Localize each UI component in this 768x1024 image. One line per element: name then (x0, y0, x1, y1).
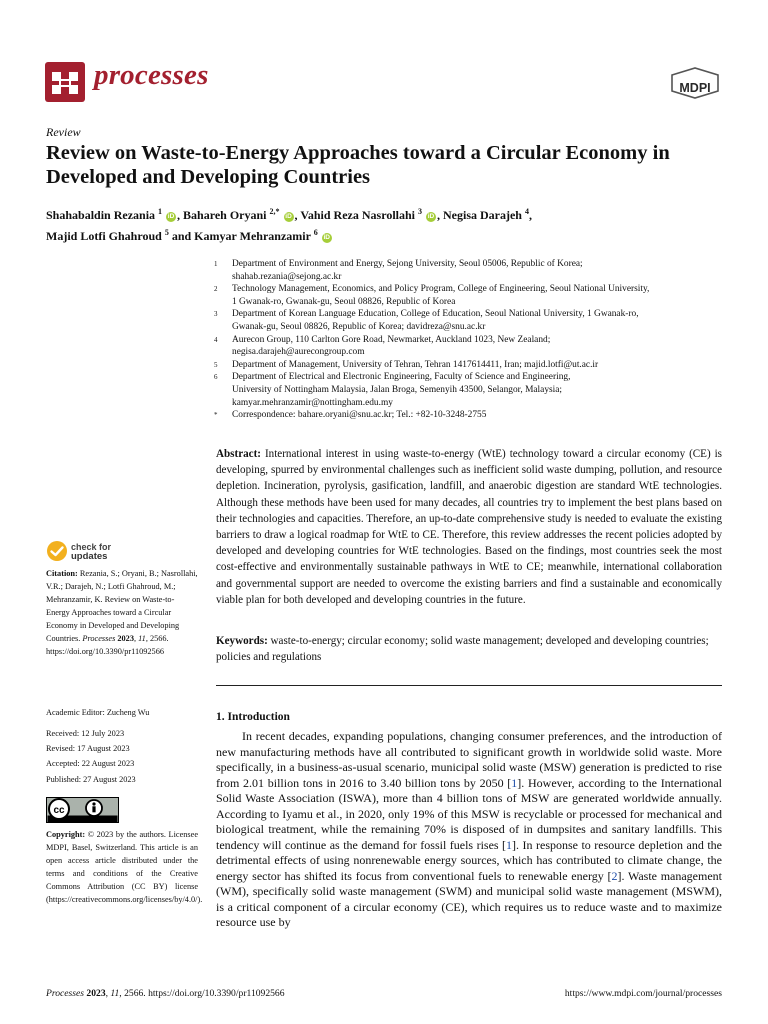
affiliation-text: Department of Management, University of Tehran, Tehran 1417614411, Iran; majid.lotfi@ut.ac.ir (232, 359, 599, 370)
citation-link[interactable]: 2 (611, 868, 618, 883)
citation-year: 2023 (117, 634, 134, 643)
author-connector: and (168, 229, 195, 243)
affiliation-number: * (214, 411, 218, 420)
affiliation-text: Department of Korean Language Education, College of Education, Seoul National University, 1 Gwanak-ro, Gwanak-gu, Seoul 08826, Republic of Korea; davidreza@snu.ac.kr (232, 309, 639, 332)
citation-block: Citation: Rezania, S.; Oryani, B.; Nasrollahi, V.R.; Darajeh, N.; Lotfi Ghahroud, M.; Mehranzamir, K. Review on Waste-to-Energy Approaches toward a Circular Economy in Developed and Developing Countries. Processes 2023, 11, 2566. https://doi.org/10.3390/pr11092566 (46, 569, 198, 656)
section-divider (216, 685, 722, 686)
publisher-logo (668, 67, 722, 99)
affiliation-item (210, 283, 730, 308)
affiliation-item (210, 308, 730, 333)
keywords (216, 633, 722, 665)
footer-doi-link[interactable]: , 2566. https://doi.org/10.3390/pr11092566 (119, 988, 285, 999)
author-name: Vahid Reza Nasrollahi (300, 208, 418, 222)
keywords-text: waste-to-energy; circular economy; solid waste management; developed and developing countries; policies and regulations (216, 635, 709, 664)
citation-label: Citation: (46, 569, 78, 578)
publication-date: Accepted: 22 August 2023 (46, 759, 135, 769)
affiliation-text: Department of Environment and Energy, Sejong University, Seoul 05006, Republic of Korea; shahab.rezania@sejong.ac.kr (232, 259, 583, 282)
author-name: Majid Lotfi Ghahroud (46, 229, 165, 243)
publisher-name: MDPI (679, 81, 711, 95)
orcid-icon[interactable]: iD (167, 213, 175, 220)
check-for-updates-button[interactable] (46, 540, 156, 564)
intro-text-1: In recent decades, expanding populations, changing consumer preferences, and the introduction of new manufacturing methods have all contributed to significant growth in worldwide solid waste. More specifically, in a business-as-usual scenario, municipal solid waste (MSW) generation is predicted to rise from 2.01 billion tons in 2016 to 3.40 billion tons by 2050 [ (216, 729, 722, 790)
author-list: Shahabaldin Rezania $^1$ iD , Bahareh Oryani $^{2,*}$ iD , Vahid Reza Nasrollahi $^3$ iD , Negisa Darajeh $^4$, Majid Lotfi Ghahroud $^5$ and Kamyar Mehranzamir $^6$ iD (46, 207, 532, 243)
affiliation-number: 1 (214, 260, 218, 268)
keywords-label: Keywords: (216, 635, 268, 647)
abstract-text: International interest in using waste-to-energy (WtE) technology toward a circular economy (CE) is developing, spurred by environmental challenges such as inefficient solid waste dumping, pollution, and resource depletion. Incineration, pyrolysis, gasification, landfill, and anaerobic digestion are standard WtE technologies. Although these methods have been used for many decades, all countries try to implement the best plans based on their technologies and capacities. Therefore, an up-to-date comprehensive study is needed to evaluate the existing barriers to draw a logical roadmap for WtE to CE. Therefore, this review addresses the recent policies adopted by developed and developing countries for WtE technologies. Based on the findings, most countries seek the most cost-effective and environmentally sustainable pathways in WtE to CE; meanwhile, international collaboration and governmental support are needed to overcome the existing barriers and find a sustainable and economically viable plan for both developed and developing countries in the future. (216, 448, 722, 606)
journal-name: processes (94, 59, 209, 91)
affiliation-text: Department of Electrical and Electronic Engineering, Faculty of Science and Engineering, University of Nottingham Malaysia, Jalan Broga, Semenyih 43500, Selangor, Malaysia; kamyar.mehranzamir@nottingham.edu.my (232, 372, 571, 408)
publication-date: Revised: 17 August 2023 (46, 744, 130, 754)
check-for-updates-icon (46, 540, 68, 562)
affiliation-item (210, 258, 730, 283)
article-type: Review (46, 125, 81, 139)
footer-journal-url[interactable]: https://www.mdpi.com/journal/processes (564, 988, 722, 999)
updates-label: updates (71, 551, 108, 562)
citation-link[interactable]: 1 (511, 775, 518, 790)
affiliation-item (210, 409, 730, 422)
author-affiliation-marker: 3 (418, 207, 422, 216)
section-heading-introduction: 1. Introduction (216, 711, 290, 723)
check-for-updates-label: check for (71, 542, 112, 552)
article-title: Review on Waste-to-Energy Approaches toward a Circular Economy in Developed and Developing Countries (46, 142, 670, 188)
author-affiliation-marker: 2,* (269, 207, 280, 216)
author-affiliation-marker: 4 (524, 207, 529, 216)
affiliation-text: Aurecon Group, 110 Carlton Gore Road, Newmarket, Auckland 1023, New Zealand; negisa.darajeh@aurecongroup.com (232, 334, 551, 358)
footer-journal: Processes (46, 988, 85, 999)
cc-by-license-badge[interactable] (46, 797, 119, 823)
intro-text-3: ]. In response to resource depletion and the detrimental effects of using nonrenewable energy sources, which has contributed to climate change, the energy sector has shifted its focus from conventional fuels to renewable energy [ (216, 837, 722, 883)
author-affiliation-marker: 6 (313, 228, 318, 237)
footer-citation: Processes 2023, 11, 2566. https://doi.org/10.3390/pr11092566 (46, 988, 285, 999)
intro-text-4: ]. Waste management (WM), specifically solid waste management (SWM) and municipal solid waste management (MSWM), is a critical component of a circular economy (CE), which requires us to reduce waste and to maximize resource use by (216, 868, 723, 929)
affiliation-item (210, 334, 730, 359)
affiliation-number: 5 (214, 360, 218, 369)
author-affiliation-marker: 5 (164, 228, 169, 237)
affiliations (210, 258, 730, 422)
intro-text-2: ]. However, according to the International Solid Waste Association (ISWA), more than 4 billion tons of MSW are generated worldwide annually. According to Iyamu et al., in 2020, only 19% of this MSW is recyclable or processed for mechanical and biological treatment, while the remaining 70% is disposed of in dumpsites and sanitary landfills. This tendency will continue as the demand for fossil fuels rises [ (216, 775, 722, 852)
affiliation-item (210, 359, 730, 372)
affiliation-number: 4 (214, 335, 218, 344)
publication-dates (46, 727, 198, 788)
affiliation-number: 3 (214, 310, 218, 319)
orcid-icon[interactable]: iD (427, 213, 435, 220)
author-name: Kamyar Mehranzamir (194, 229, 314, 243)
journal-logo-icon (45, 62, 85, 102)
author-affiliation-marker: 1 (158, 207, 163, 216)
publication-date: Published: 27 August 2023 (46, 774, 136, 784)
copyright-notice (46, 828, 203, 906)
svg-text:cc: cc (53, 805, 65, 816)
orcid-icon[interactable]: iD (285, 213, 292, 220)
copyright-label: Copyright: (46, 830, 86, 839)
citation-doi[interactable]: , 2566. https://doi.org/10.3390/pr11092566 (46, 634, 169, 656)
affiliation-text: Technology Management, Economics, and Policy Program, College of Engineering, Seoul National University, 1 Gwanak-ro, Gwanak-gu, Seoul 08826, Republic of Korea (232, 284, 650, 307)
orcid-icon[interactable]: iD (323, 234, 330, 241)
author-name: Shahabaldin Rezania (46, 208, 159, 222)
footer-volume: 11 (110, 988, 120, 999)
academic-editor: Academic Editor: Zucheng Wu (46, 708, 150, 717)
affiliation-item (210, 371, 730, 409)
abstract-label: Abstract: (216, 448, 261, 460)
citation-link[interactable]: 1 (506, 837, 513, 852)
citation-journal: Processes (82, 634, 116, 643)
author-name: Negisa Darajeh (443, 208, 525, 222)
abstract (216, 446, 722, 608)
citation-volume: 11 (138, 634, 146, 643)
publication-date: Received: 12 July 2023 (46, 729, 125, 738)
affiliation-number: 2 (214, 285, 218, 294)
citation-text: Rezania, S.; Oryani, B.; Nasrollahi, V.R.; Darajeh, N.; Lotfi Ghahroud, M.; Mehranzamir, K. Review on Waste-to-Energy Approaches toward a Circular Economy in Developed and Developing Countries. (46, 569, 198, 643)
footer-year: 2023 (86, 988, 106, 999)
affiliation-number: 6 (214, 373, 218, 382)
affiliation-text: Correspondence: bahare.oryani@snu.ac.kr; Tel.: +82-10-3248-2755 (232, 410, 487, 421)
introduction-paragraph (216, 729, 722, 931)
author-name: Bahareh Oryani (183, 208, 270, 222)
copyright-text: © 2023 by the authors. Licensee MDPI, Basel, Switzerland. This article is an open access article distributed under the terms and conditions of the Creative Commons Attribution (CC BY) license (https://creativecommons.org/licenses/by/4.0/). (46, 830, 203, 904)
cc-by-icon (46, 797, 119, 823)
